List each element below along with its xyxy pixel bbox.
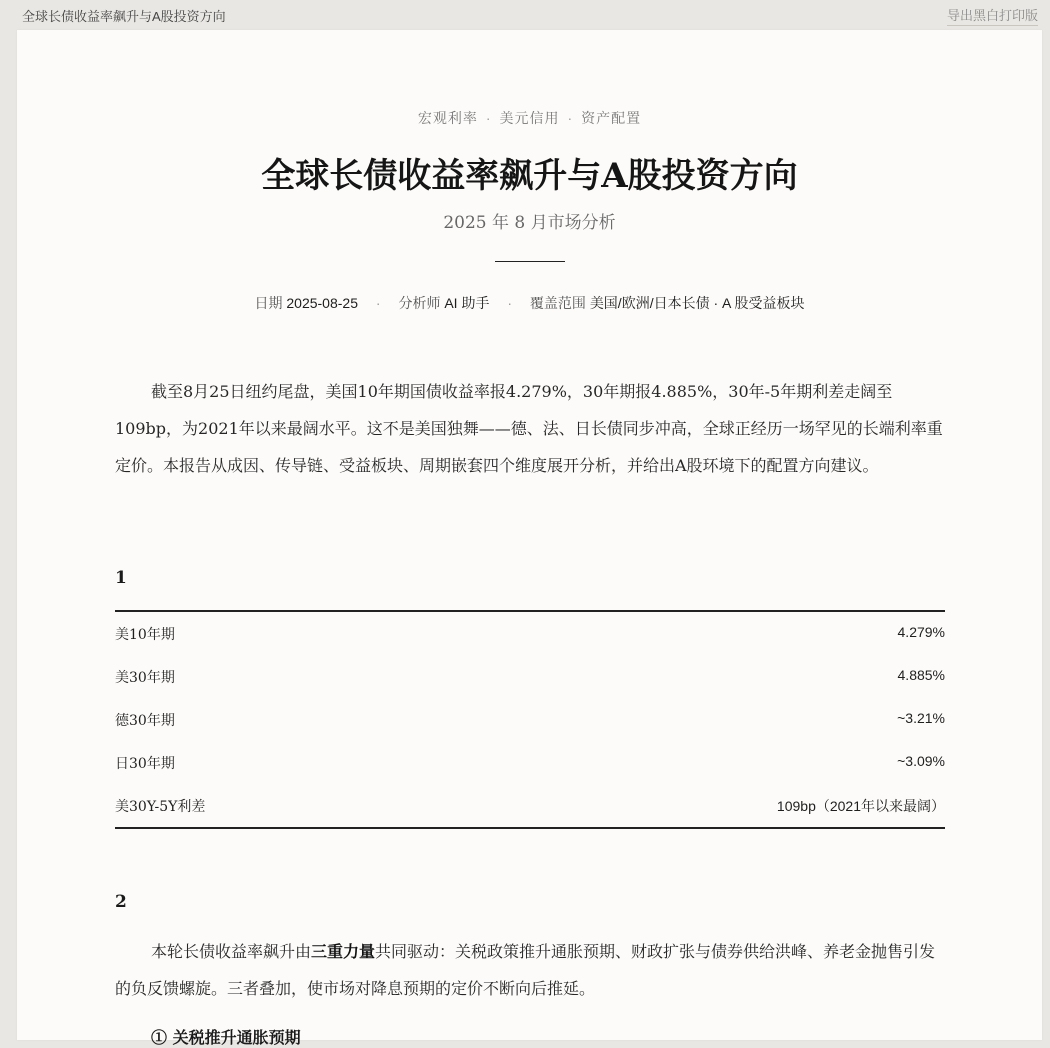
report-meta <box>17 293 1042 313</box>
title-divider <box>495 261 565 262</box>
report-subtitle: 2025 年 8 月市场分析 <box>443 213 616 233</box>
top-bar <box>0 0 1050 29</box>
tag-rates: 宏观利率 <box>417 110 478 126</box>
analyst-value: AI 助手 <box>444 295 490 311</box>
row-value: 4.885% <box>897 667 945 683</box>
table-row <box>115 655 945 698</box>
row-value: 109bp（2021年以来最阔） <box>776 798 945 814</box>
meta-separator: · <box>375 295 381 311</box>
intro-paragraph: 截至8月25日纽约尾盘，美国10年期国债收益率报4.279%，30年期报4.885%，30年-5年期利差走阔至109bp，为2021年以来最阔水平。这不是美国独舞——德、法、日长债同步冲高，全球正经历一场罕见的长端利率重定价。本报告从成因、传导链、受益板块、周期嵌套四个维度展开分析，并给出A股环境下的配置方向建议。 <box>115 382 943 475</box>
subsection-heading-tariff: ① 关税推升通胀预期 <box>151 1028 301 1047</box>
export-print-button[interactable]: 导出黑白打印版 <box>947 5 1038 26</box>
coverage-label: 覆盖范围 <box>529 295 586 311</box>
row-label: 美30年期 <box>115 670 175 686</box>
report-title: 全球长债收益率飙升与A股投资方向 <box>261 156 798 196</box>
table-row <box>115 784 945 827</box>
drivers-paragraph <box>115 933 945 1007</box>
row-value: 4.279% <box>897 624 945 640</box>
section-2-number: 2 <box>115 892 127 912</box>
date-value: 2025-08-25 <box>286 295 358 311</box>
drivers-text-start: 本轮长债收益率飙升由 <box>151 942 312 961</box>
yield-data-table <box>115 610 945 829</box>
tag-dollar-credit: 美元信用 <box>499 110 560 126</box>
row-value: ~3.21% <box>897 710 945 726</box>
row-label: 美10年期 <box>115 627 175 643</box>
row-label: 美30Y-5Y利差 <box>115 799 206 815</box>
row-label: 日30年期 <box>115 756 175 772</box>
coverage-value: 美国/欧洲/日本长债 · A 股受益板块 <box>589 295 805 311</box>
section-1-number: 1 <box>115 568 127 588</box>
drivers-emphasis: 三重力量 <box>311 942 376 961</box>
table-row <box>115 698 945 741</box>
date-label: 日期 <box>254 295 283 311</box>
meta-separator: · <box>507 295 513 311</box>
document-tab-title: 全球长债收益率飙升与A股投资方向 <box>22 9 226 24</box>
tag-separator: · <box>485 110 492 126</box>
tag-asset-allocation: 资产配置 <box>581 110 642 126</box>
row-value: ~3.09% <box>897 753 945 769</box>
analyst-label: 分析师 <box>398 295 441 311</box>
table-row <box>115 612 945 655</box>
row-label: 德30年期 <box>115 713 175 729</box>
table-row <box>115 741 945 784</box>
topic-tags <box>17 108 1042 128</box>
report-page <box>17 30 1042 1047</box>
drivers-text-end: 共同驱动：关税政策推升通胀预期、财政扩张与债券供给洪峰、养老金抛售引发的负反馈螺旋。三者叠加，使市场对降息预期的定价不断向后推延。 <box>115 942 936 998</box>
tag-separator: · <box>567 110 574 126</box>
